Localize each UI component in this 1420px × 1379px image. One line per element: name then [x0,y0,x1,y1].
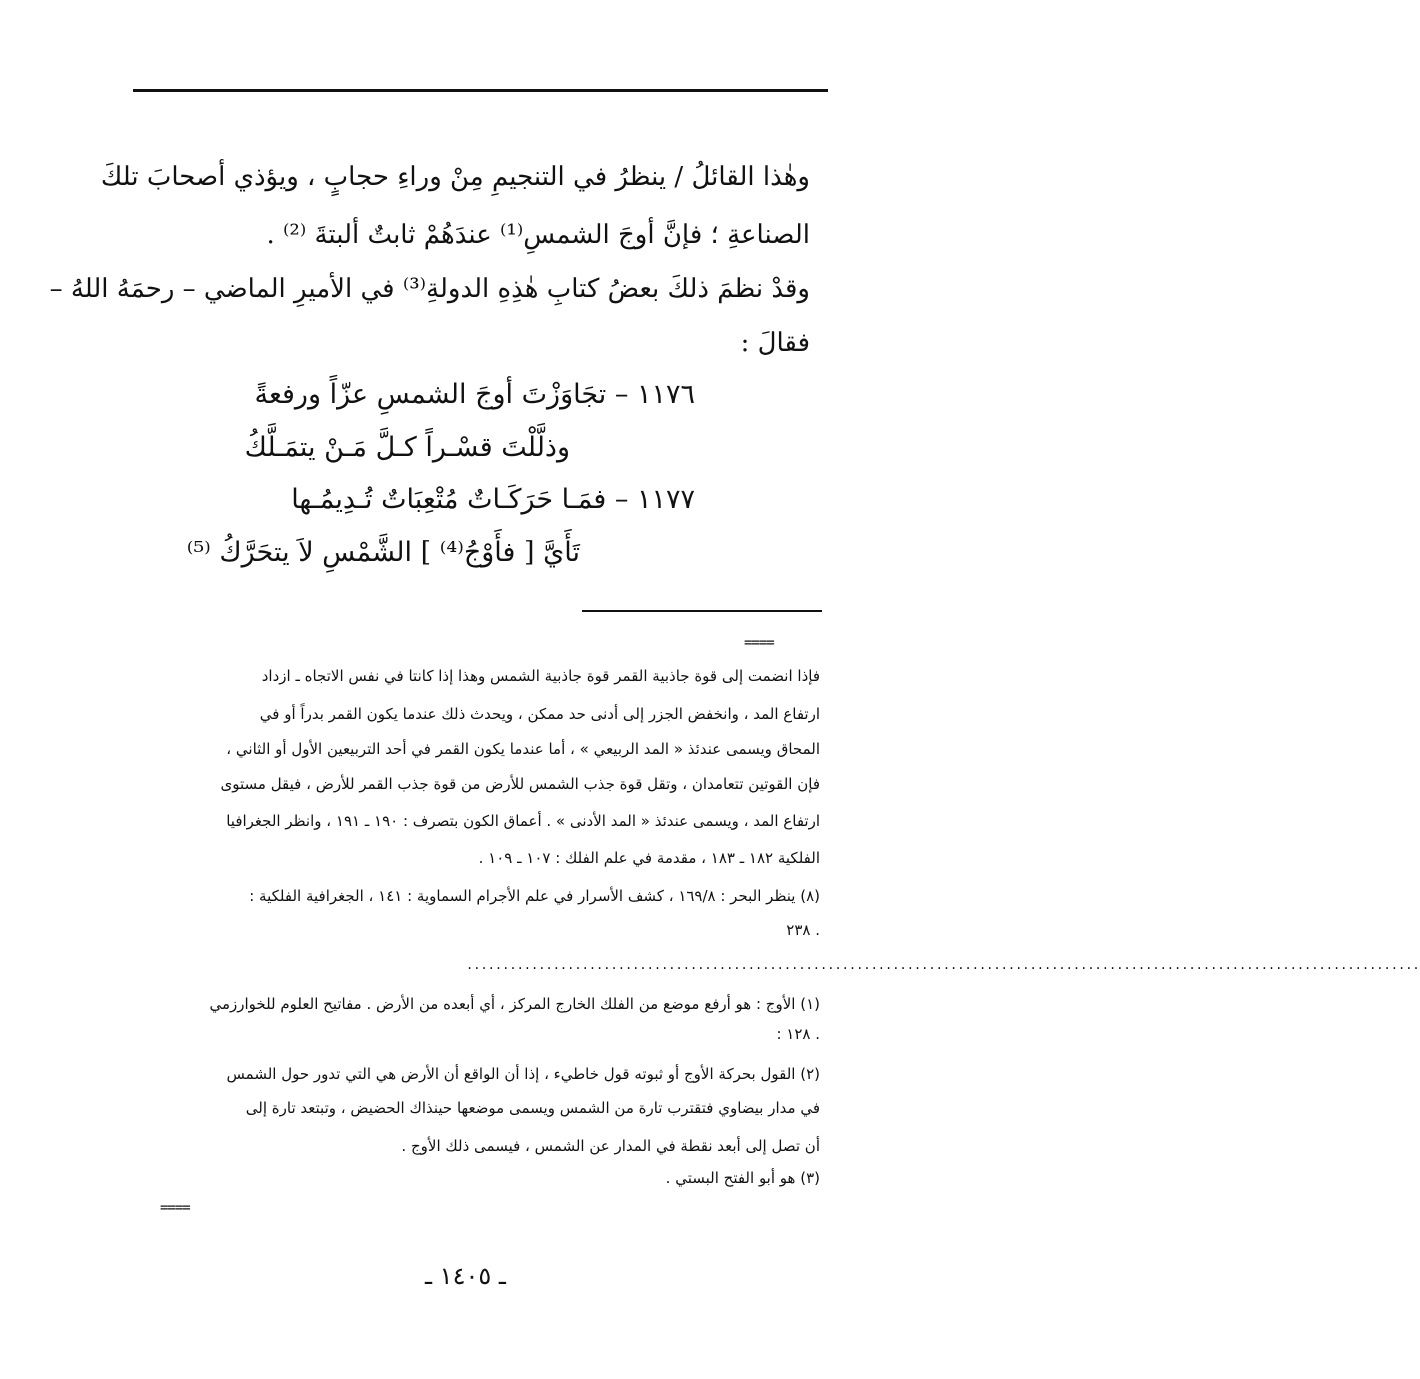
body-line-2: الصناعةِ ؛ فإنَّ أوجَ الشمسِ⁽¹⁾ عندَهُمْ ثابتٌ ألبتةَ ⁽²⁾ . [266,220,810,250]
header-rule [133,89,828,92]
footnote-prev-line-2: ارتفاع المد ، وانخفض الجزر إلى أدنى حد ممكن ، ويحدث ذلك عندما يكون القمر بدراً أو في [259,705,820,723]
footnote-2-line-2: في مدار بيضاوي فتقترب تارة من الشمس ويسمى موضعها حينذاك الحضيض ، وتبتعد تارة إلى [245,1099,820,1117]
verse-1177-second-hemistich: تَأَيَّ [ فأَوْجُ⁽⁴⁾ ] الشَّمْسِ لاَ يتحَرَّكُ ⁽⁵⁾ [186,537,580,568]
footnote-separator [582,610,822,612]
footnote-1-line-2: : ١٢٨ . [776,1025,820,1043]
footnote-2-line-3: أن تصل إلى أبعد نقطة في المدار عن الشمس ، فيسمى ذلك الأوج . [401,1137,820,1155]
footnote-prev-line-4: فإن القوتين تتعامدان ، وتقل قوة جذب الشمس للأرض من قوة جذب القمر للأرض ، فيقل مستوى [220,775,820,793]
footnote-prev-line-1: فإذا انضمت إلى قوة جاذبية القمر قوة جاذبية الشمس وهذا إذا كانتا في نفس الاتجاه ـ ازداد [261,667,820,685]
footnote-8-line-2: ٢٣٨ . [786,921,820,939]
continuation-mark-bottom: ==== [160,1200,190,1216]
verse-1177-first-hemistich: ١١٧٧ – فمَـا حَرَكَـاتٌ مُتْعِبَاتٌ تُـدِيمُـها [291,484,695,515]
page-number: ـ ١٤٠٥ ـ [425,1262,506,1290]
dotted-divider: .................................................................................................................................... [466,958,1420,972]
verse-1176-first-hemistich: ١١٧٦ – تجَاوَزْتَ أوجَ الشمسِ عزّاً ورفعةً [254,379,695,410]
footnote-prev-line-6: الفلكية ١٨٢ ـ ١٨٣ ، مقدمة في علم الفلك : ١٠٧ ـ ١٠٩ . [478,849,820,867]
footnote-1-line-1: (١) الأوج : هو أرفع موضع من الفلك الخارج المركز ، أي أبعده من الأرض . مفاتيح العلوم للخوارزمي [209,995,820,1013]
footnote-prev-line-3: المحاق ويسمى عندئذ « المد الربيعي » ، أما عندما يكون القمر في أحد التربيعين الأول أو الثاني ، [226,740,820,758]
body-line-3: وقدْ نظمَ ذلكَ بعضُ كتابِ هٰذِهِ الدولةِ⁽³⁾ في الأميرِ الماضي – رحمَهُ اللهُ – [49,274,810,304]
continuation-mark: ==== [744,635,774,651]
footnote-3: (٣) هو أبو الفتح البستي . [665,1169,820,1187]
footnote-2-line-1: (٢) القول بحركة الأوج أو ثبوته قول خاطيء ، إذا أن الواقع أن الأرض هي التي تدور حول الشمس [226,1065,820,1083]
body-line-1: وهٰذا القائلُ / ينظرُ في التنجيمِ مِنْ وراءِ حجابٍ ، ويؤذي أصحابَ تلكَ [100,162,810,192]
footnote-prev-line-5: ارتفاع المد ، ويسمى عندئذ « المد الأدنى » . أعماق الكون بتصرف : ١٩٠ ـ ١٩١ ، وانظر الجغرافيا [226,812,820,830]
body-line-4: فقالَ : [740,328,810,358]
footnote-8-line-1: (٨) ينظر البحر : ١٦٩/٨ ، كشف الأسرار في علم الأجرام السماوية : ١٤١ ، الجغرافية الفلكية : [249,887,820,905]
verse-1176-second-hemistich: وذلَّلْتَ قسْـراً كـلَّ مَـنْ يتمَـلَّكُ [244,432,570,463]
